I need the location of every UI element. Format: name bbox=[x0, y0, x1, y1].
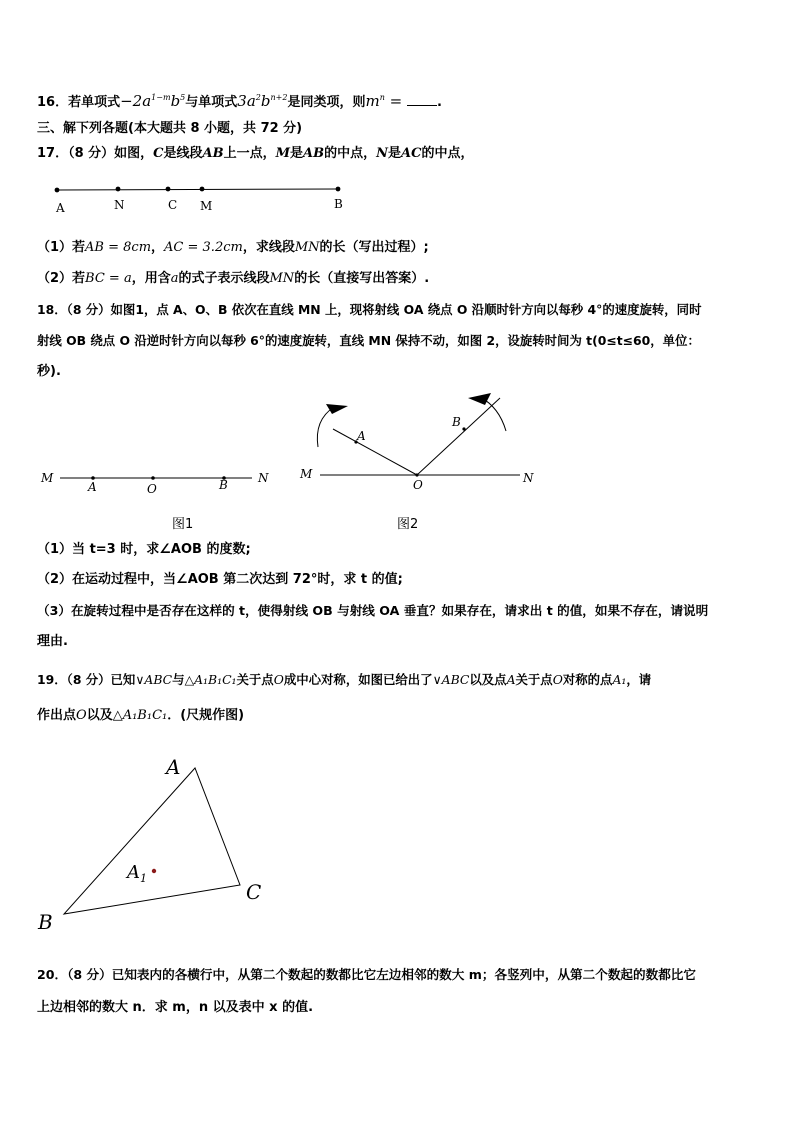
question-20-line2: 上边相邻的数大 n．求 m，n 以及表中 x 的值. bbox=[37, 1000, 314, 1015]
fig1-label-b: B bbox=[219, 478, 228, 492]
q18-part3-line2: 理由. bbox=[37, 634, 68, 649]
triangle-abc bbox=[64, 768, 240, 914]
question-19-line2: 作出点O以及△A₁B₁C₁．(尺规作图) bbox=[37, 708, 245, 723]
label-n: N bbox=[114, 198, 125, 212]
label-m: M bbox=[200, 199, 213, 213]
question-18-line3: 秒). bbox=[37, 364, 61, 379]
fig1-label-n: N bbox=[258, 471, 269, 485]
figure-2-caption: 图2 bbox=[397, 517, 419, 532]
figure-1-caption: 图1 bbox=[172, 517, 194, 532]
fig2-label-n: N bbox=[523, 471, 534, 485]
fig2-label-b: B bbox=[452, 415, 461, 429]
monomial-2: $3a^2b^{n+2}$ bbox=[237, 92, 288, 110]
q18-part2: （2）在运动过程中，当∠AOB 第二次达到 72°时，求 t 的值; bbox=[37, 572, 403, 587]
q18-part1: （1）当 t=3 时，求∠AOB 的度数; bbox=[37, 542, 251, 557]
section-heading: 三、解下列各题(本大题共 8 小题，共 72 分) bbox=[37, 121, 303, 136]
q17-part2: （2）若BC = a，用含a的式子表示线段MN的长（直接写出答案）. bbox=[37, 271, 430, 286]
question-17: 17．（8 分）如图，C是线段AB上一点，M是AB的中点，N是AC的中点， bbox=[37, 146, 474, 161]
point-a1 bbox=[152, 869, 156, 873]
triangle-label-c: C bbox=[246, 880, 262, 904]
fig1-label-o: O bbox=[147, 482, 157, 496]
question-20-line1: 20．（8 分）已知表内的各横行中，从第二个数起的数都比它左边相邻的数大 m；各竖列中，从第二个数起的数都比它 bbox=[37, 967, 696, 982]
question-18-line2: 射线 OB 绕点 O 沿逆时针方向以每秒 6°的速度旋转，直线 MN 保持不动，如图 2，设旋转时间为 t(0≤t≤60，单位： bbox=[37, 333, 700, 348]
question-18-line1: 18．（8 分）如图1，点 A、O、B 依次在直线 MN 上，现将射线 OA 绕点 O 沿顺时针方向以每秒 4°的速度旋转，同时 bbox=[37, 302, 702, 317]
triangle-label-a1: $A_1$ bbox=[127, 862, 147, 885]
monomial-1: $-2a^{1-m}b^5$ bbox=[120, 92, 186, 110]
triangle-label-b: B bbox=[38, 910, 53, 934]
fig2-label-m: M bbox=[300, 467, 313, 481]
triangle-label-a: A bbox=[166, 755, 181, 779]
label-c: C bbox=[168, 198, 178, 212]
q18-part3-line1: （3）在旋转过程中是否存在这样的 t，使得射线 OB 与射线 OA 垂直？如果存在，请求出 t 的值，如果不存在，请说明 bbox=[37, 603, 709, 618]
question-16: 16．若单项式$-2a^{1-m}b^5$与单项式$3a^2b^{n+2}$是同类项，则$m^n$ = . bbox=[37, 92, 442, 110]
question-19-line1: 19．（8 分）已知∨ABC与△A₁B₁C₁关于点O成中心对称，如图已给出了∨ABC以及点A关于点O对称的点A₁，请 bbox=[37, 672, 652, 687]
power-expression: $m^n$ = bbox=[365, 92, 407, 110]
label-b: B bbox=[334, 197, 343, 211]
fig1-label-a: A bbox=[88, 480, 97, 494]
label-a: A bbox=[56, 201, 65, 215]
fig2-label-o: O bbox=[413, 478, 423, 492]
fig2-label-a: A bbox=[357, 429, 366, 443]
q17-part1: （1）若AB = 8cm，AC = 3.2cm，求线段MN的长（写出过程）; bbox=[37, 240, 429, 255]
fig1-label-m: M bbox=[41, 471, 54, 485]
